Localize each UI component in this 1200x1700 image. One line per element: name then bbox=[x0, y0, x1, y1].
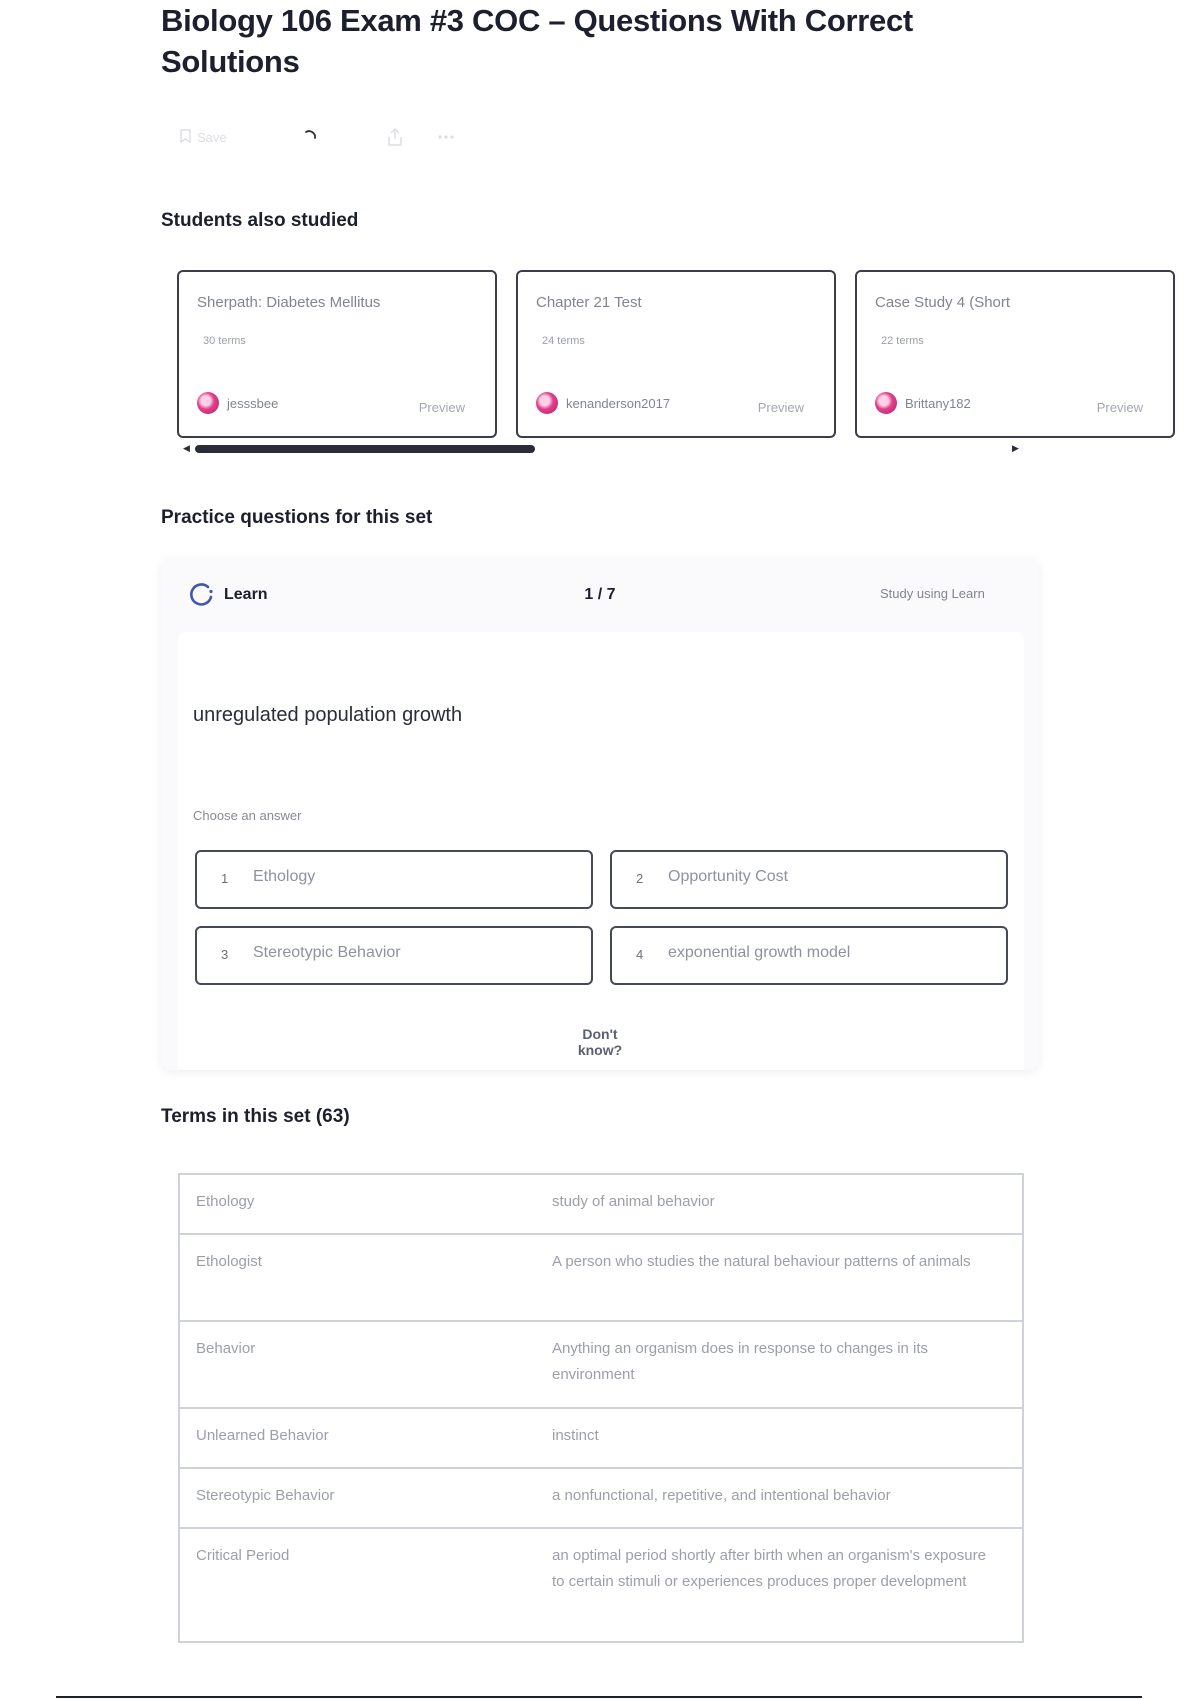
study-set-author: kenanderson2017 bbox=[566, 396, 671, 411]
answer-option[interactable] bbox=[610, 926, 1008, 985]
answer-option[interactable] bbox=[195, 850, 593, 909]
answer-option[interactable] bbox=[195, 926, 593, 985]
avatar bbox=[197, 392, 219, 414]
definition-cell: an optimal period shortly after birth when an organism's exposure to certain stimuli or experiences produces proper development bbox=[536, 1528, 1023, 1642]
study-set-card[interactable] bbox=[516, 270, 836, 438]
save-button[interactable] bbox=[180, 124, 227, 150]
option-number: 3 bbox=[221, 947, 229, 962]
study-set-card[interactable] bbox=[855, 270, 1175, 438]
practice-questions-heading: Practice questions for this set bbox=[161, 507, 433, 528]
term-cell: Ethology bbox=[179, 1174, 536, 1234]
table-row bbox=[179, 1321, 1023, 1408]
study-set-title: Chapter 21 Test bbox=[536, 294, 642, 311]
study-set-author: Brittany182 bbox=[905, 396, 971, 411]
option-text: Stereotypic Behavior bbox=[253, 944, 401, 961]
dont-know-button[interactable]: Don't know? bbox=[577, 1026, 623, 1058]
question-text: unregulated population growth bbox=[193, 704, 463, 726]
preview-button[interactable]: Preview bbox=[418, 400, 465, 415]
terms-table bbox=[178, 1173, 1024, 1643]
learn-icon bbox=[188, 582, 214, 608]
table-row bbox=[179, 1468, 1023, 1528]
definition-cell: instinct bbox=[536, 1408, 1023, 1468]
caret-left-icon[interactable]: ◀ bbox=[183, 443, 190, 453]
table-row bbox=[179, 1408, 1023, 1468]
page-title: Biology 106 Exam #3 COC – Questions With Correct Solutions bbox=[161, 3, 913, 79]
learn-label: Learn bbox=[224, 586, 268, 603]
study-set-term-count: 22 terms bbox=[881, 335, 924, 347]
study-using-learn-link[interactable]: Study using Learn bbox=[880, 586, 985, 601]
question-progress: 1 / 7 bbox=[584, 586, 616, 603]
definition-cell: study of animal behavior bbox=[536, 1174, 1023, 1234]
definition-cell: a nonfunctional, repetitive, and intentional behavior bbox=[536, 1468, 1023, 1528]
avatar bbox=[536, 392, 558, 414]
answer-option[interactable] bbox=[610, 850, 1008, 909]
option-number: 2 bbox=[636, 871, 644, 886]
study-set-card[interactable] bbox=[177, 270, 497, 438]
term-cell: Unlearned Behavior bbox=[179, 1408, 536, 1468]
students-also-studied-heading: Students also studied bbox=[161, 210, 359, 231]
preview-button[interactable]: Preview bbox=[1096, 400, 1143, 415]
table-row bbox=[179, 1174, 1023, 1234]
option-text: Opportunity Cost bbox=[668, 868, 789, 885]
option-text: Ethology bbox=[253, 868, 316, 885]
spinner-icon bbox=[302, 124, 318, 150]
terms-heading: Terms in this set (63) bbox=[161, 1106, 350, 1127]
definition-cell: A person who studies the natural behaviour patterns of animals bbox=[536, 1234, 1023, 1321]
study-set-title: Case Study 4 (Short bbox=[875, 294, 1011, 311]
term-cell: Ethologist bbox=[179, 1234, 536, 1321]
bookmark-icon bbox=[180, 129, 191, 146]
choose-answer-label: Choose an answer bbox=[193, 808, 302, 823]
avatar bbox=[875, 392, 897, 414]
option-number: 4 bbox=[636, 947, 644, 962]
term-cell: Critical Period bbox=[179, 1528, 536, 1642]
action-row bbox=[180, 124, 480, 150]
study-set-term-count: 24 terms bbox=[542, 335, 585, 347]
definition-cell: Anything an organism does in response to changes in its environment bbox=[536, 1321, 1023, 1408]
term-cell: Stereotypic Behavior bbox=[179, 1468, 536, 1528]
table-row bbox=[179, 1234, 1023, 1321]
term-cell: Behavior bbox=[179, 1321, 536, 1408]
share-icon[interactable] bbox=[388, 124, 402, 150]
preview-button[interactable]: Preview bbox=[757, 400, 804, 415]
option-number: 1 bbox=[221, 871, 229, 886]
table-row bbox=[179, 1528, 1023, 1642]
divider bbox=[56, 1696, 1142, 1698]
save-label: Save bbox=[197, 129, 227, 145]
caret-right-icon[interactable]: ▶ bbox=[1012, 443, 1019, 453]
option-text: exponential growth model bbox=[668, 944, 851, 961]
study-set-author: jesssbee bbox=[227, 396, 279, 411]
carousel-scrollbar[interactable] bbox=[195, 445, 535, 453]
study-set-title: Sherpath: Diabetes Mellitus bbox=[197, 294, 381, 311]
study-set-carousel bbox=[174, 270, 1143, 454]
study-set-term-count: 30 terms bbox=[203, 335, 246, 347]
more-icon[interactable] bbox=[438, 124, 454, 150]
